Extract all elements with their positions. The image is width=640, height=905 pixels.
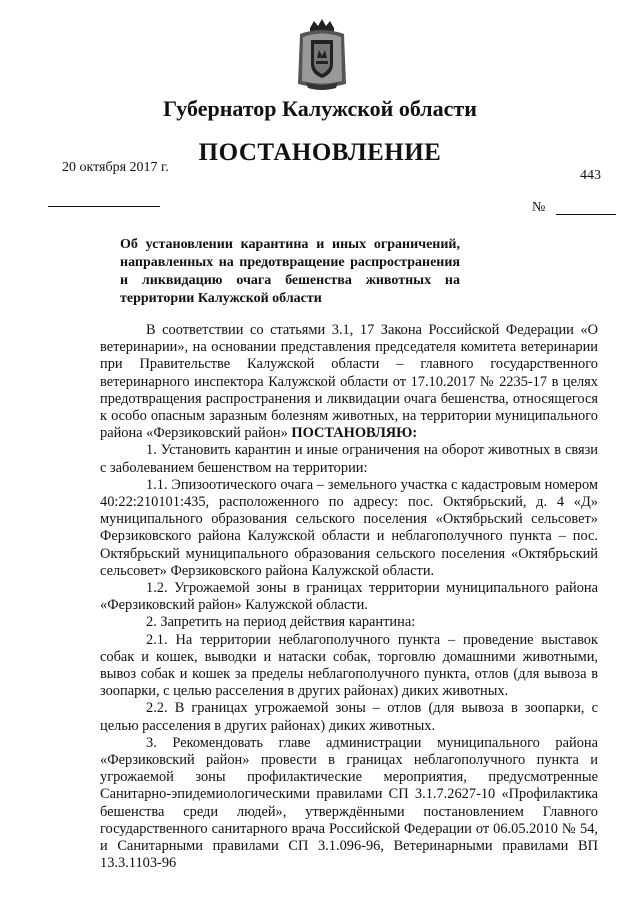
paragraph-2-1: 2.1. На территории неблагополучного пункта – проведение выставок собак и кошек, выводки и натаски собак, торговлю домашними животными, вывоз собак и кошек за пределы неблагополучного пункта, отлов (для вывоза в зоопарки, с целью расселения в других районах) диких животных. xyxy=(100,631,598,700)
paragraph-1: 1. Установить карантин и иные ограничения на оборот животных в связи с заболеванием бешенством на территории: xyxy=(100,442,598,476)
paragraph-3: 3. Рекомендовать главе администрации муниципального района «Ферзиковский район» провести в границах неблагополучного пункта и угрожаемой зоны профилактические мероприятия, предусмотренные Санитарно-эпидемиологическими правилами СП 3.1.7.2627-10 «Профилактика бешенства среди людей», утверждёнными постановлением Главного государственного санитарного врача Российской Федерации от 06.05.2010 № 54, и Санитарными правилами СП 3.1.096-96, Ветеринарными правилами ВП 13.3.1103-96 xyxy=(100,734,598,872)
coat-of-arms-icon xyxy=(294,18,350,90)
document-number: 443 xyxy=(580,168,601,183)
intro-paragraph xyxy=(100,322,598,442)
paragraph-1-1: 1.1. Эпизоотического очага – земельного участка с кадастровым номером 40:22:210101:435, расположенного по адресу: пос. Октябрьский, д. 4 «Д» муниципального образования сельского поселения «Октябрьский сельсовет» Ферзиковского района Калужской области и неблагополучного пункта – пос. Октябрьский муниципального образования сельского поселения «Октябрьский сельсовет» Ферзиковского района Калужской области. xyxy=(100,476,598,579)
document-type: ПОСТАНОВЛЕНИЕ xyxy=(198,139,442,166)
document-body xyxy=(100,322,598,873)
paragraph-2-2: 2.2. В границах угрожаемой зоны – отлов (для вывоза в зоопарки, с целью расселения в других районах) диких животных. xyxy=(100,700,598,734)
document-date: 20 октября 2017 г. xyxy=(62,160,169,175)
number-label: № xyxy=(532,200,546,215)
paragraph-1-2: 1.2. Угрожаемой зоны в границах территории муниципального района «Ферзиковский район» Калужской области. xyxy=(100,580,598,614)
date-underline xyxy=(48,206,160,207)
number-underline xyxy=(556,214,616,215)
resolution-keyword: ПОСТАНОВЛЯЮ: xyxy=(291,425,418,442)
paragraph-2: 2. Запретить на период действия карантина: xyxy=(146,614,416,631)
authority-title: Губернатор Калужской области xyxy=(163,96,477,121)
intro-text: В соответствии со статьями 3.1, 17 Закона Российской Федерации «О ветеринарии», на основании представления председателя комитета ветеринарии при Правительстве Калужской области – главного государственного ветеринарного инспектора Калужской области от 17.10.2017 № 2235-17 в целях предотвращения распространения и ликвидации очага бешенства, относящегося к особо опасным заразным болезням животных, на территории муниципального района «Ферзиковский район» xyxy=(100,322,598,442)
document-subject: Об установлении карантина и иных ограничений, направленных на предотвращение распространения и ликвидацию очага бешенства животных на территории Калужской области xyxy=(120,237,460,306)
